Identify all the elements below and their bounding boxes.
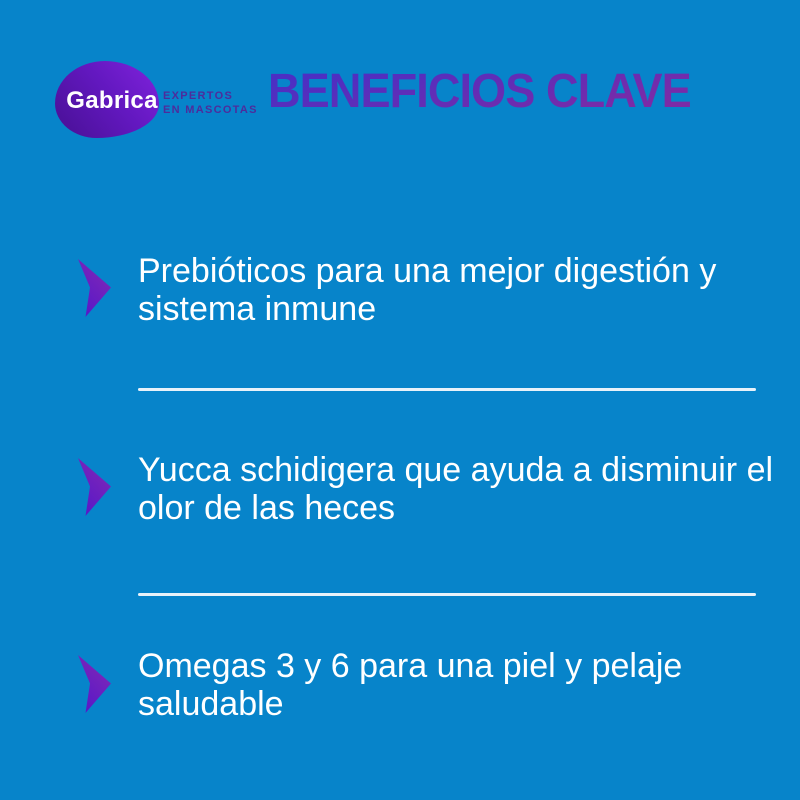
divider-line-2 — [138, 593, 756, 596]
benefit-item-1 — [138, 252, 798, 328]
brand-tagline-line1: EXPERTOS — [163, 90, 234, 102]
chevron-right-icon — [78, 259, 111, 317]
benefit-item-2 — [138, 451, 798, 527]
chevron-right-icon — [78, 458, 111, 516]
gabrica-logo — [55, 61, 159, 138]
benefit-1-line-1: Prebióticos para una mejor digestión y — [138, 252, 717, 290]
brand-tagline — [163, 89, 258, 117]
page-title: BENEFICIOS CLAVE — [268, 65, 691, 118]
benefit-3-line-1: Omegas 3 y 6 para una piel y pelaje — [138, 647, 683, 685]
gabrica-logo-text: Gabrica — [66, 86, 158, 114]
benefit-2-line-1: Yucca schidigera que ayuda a disminuir el — [138, 451, 774, 489]
chevron-right-icon — [78, 655, 111, 713]
divider-line-1 — [138, 388, 756, 391]
benefit-3-line-2: saludable — [138, 685, 284, 723]
benefit-1-line-2: sistema inmune — [138, 290, 377, 328]
brand-tagline-line2: EN MASCOTAS — [163, 104, 258, 116]
benefit-2-line-2: olor de las heces — [138, 489, 396, 527]
benefit-item-3 — [138, 647, 798, 723]
